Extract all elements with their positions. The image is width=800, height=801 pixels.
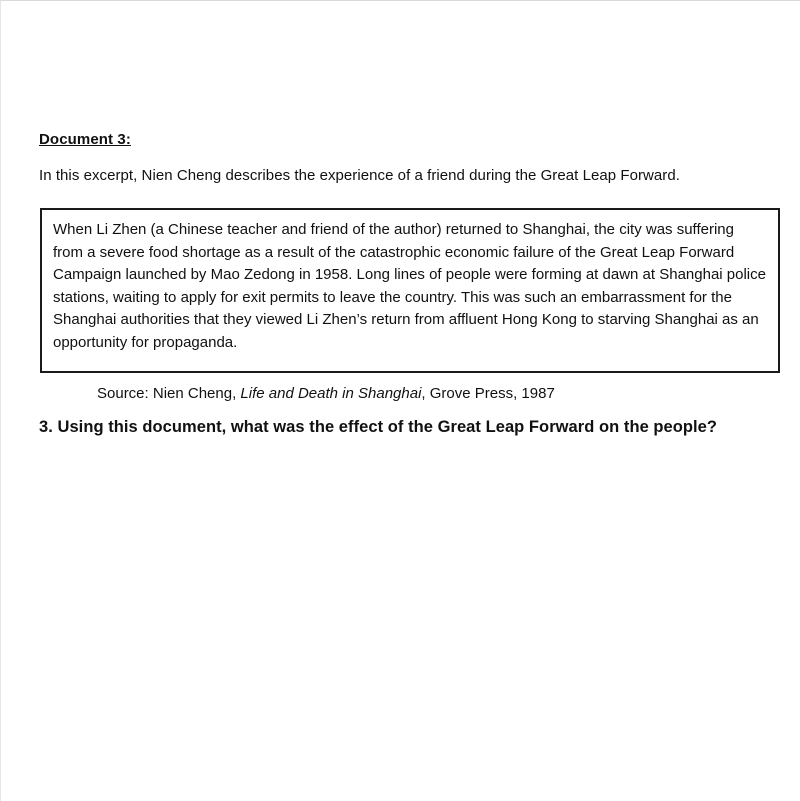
- question-3: 3. Using this document, what was the effect of the Great Leap Forward on the people?: [39, 418, 718, 436]
- document-intro: In this excerpt, Nien Cheng describes the experience of a friend during the Great Leap Forward.: [39, 167, 680, 184]
- excerpt-box: [40, 208, 780, 373]
- source-suffix: , Grove Press, 1987: [421, 385, 555, 402]
- excerpt-text: When Li Zhen (a Chinese teacher and friend of the author) returned to Shanghai, the city was suffering from a severe food shortage as a result of the catastrophic economic failure of the Great Leap Forward Campaign launched by Mao Zedong in 1958. Long lines of people were forming at dawn at Shanghai police stations, waiting to apply for exit permits to leave the country. This was such an embarrassment for the Shanghai authorities that they viewed Li Zhen’s return from affluent Hong Kong to starving Shanghai as an opportunity for propaganda.: [53, 221, 766, 351]
- source-prefix: Source: Nien Cheng,: [97, 385, 241, 402]
- source-citation: [97, 385, 555, 402]
- document-heading: Document 3:: [39, 131, 131, 148]
- source-title: Life and Death in Shanghai: [240, 385, 422, 402]
